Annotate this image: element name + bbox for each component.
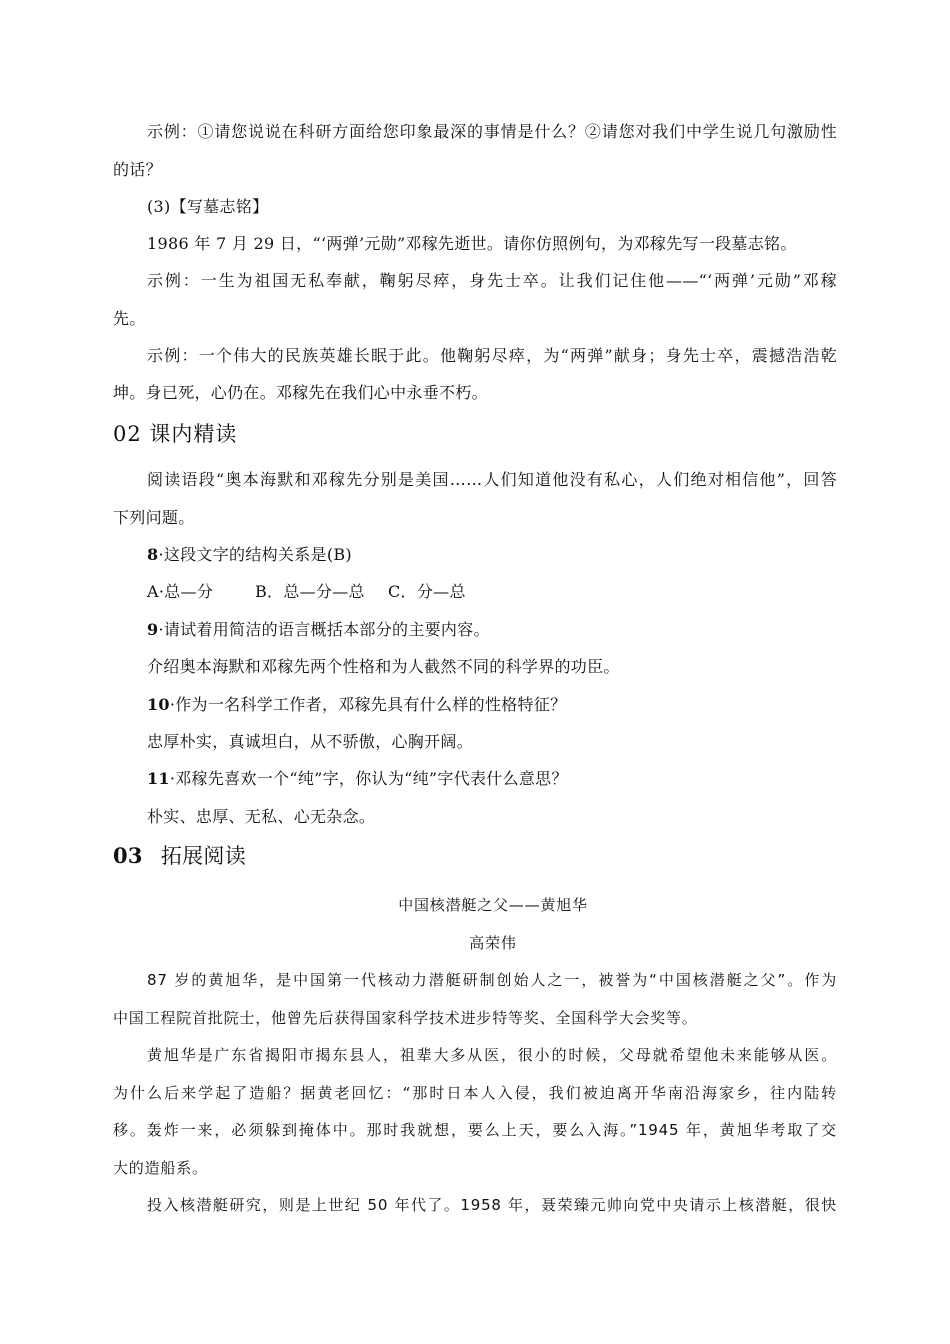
question-8: [147, 545, 352, 565]
section-02-intro-line-2: 下列问题。: [113, 508, 195, 527]
option-c: C．分—总: [388, 582, 466, 601]
question-11-answer: 朴实、忠厚、无私、心无杂念。: [147, 807, 376, 826]
example-2-line-1: 示例：一生为祖国无私奉献，鞠躬尽瘁，身先士卒。让我们记住他——“‘两弹’元勋”邓稼: [147, 271, 837, 290]
question-9-text: ·请试着用简洁的语言概括本部分的主要内容。: [158, 620, 490, 639]
section-03-heading: [113, 843, 246, 869]
question-9-number: 9: [147, 620, 159, 639]
option-a: A·总—分: [147, 582, 214, 601]
section-02-heading: 02 课内精读: [113, 422, 238, 446]
question-9-answer: 介绍奥本海默和邓稼先两个性格和为人截然不同的科学界的功臣。: [147, 657, 620, 676]
question-10: [147, 695, 566, 715]
question-11: [147, 769, 568, 789]
example-2-line-2: 先。: [113, 309, 146, 328]
question-11-text: ·邓稼先喜欢一个“纯”字，你认为“纯”字代表什么意思？: [169, 769, 568, 788]
example-1-line-2: 的话？: [113, 160, 162, 179]
question-11-number: 11: [147, 769, 170, 788]
subquestion-3-label: (3)【写墓志铭】: [147, 197, 269, 216]
question-9: [147, 620, 490, 640]
question-8-text: ·这段文字的结构关系是(B): [158, 545, 352, 564]
section-03-title: 拓展阅读: [160, 844, 247, 868]
paragraph-1-line-2: 中国工程院首批院士，他曾先后获得国家科学技术进步特等奖、全国科学大会奖等。: [113, 1009, 698, 1027]
section-02-intro-line-1: 阅读语段“奥本海默和邓稼先分别是美国……人们知道他没有私心，人们绝对相信他”，回答: [147, 470, 837, 489]
question-10-number: 10: [147, 695, 170, 714]
article-author: 高荣伟: [469, 934, 517, 952]
question-8-number: 8: [147, 545, 159, 564]
paragraph-2-line-1: 黄旭华是广东省揭阳市揭东县人，祖辈大多从医，很小的时候，父母就希望他未来能够从医。: [147, 1046, 837, 1064]
paragraph-2-line-3: 移。轰炸一来，必须躲到掩体中。那时我就想，要么上天，要么入海。”1945 年，黄旭华考取了交: [113, 1121, 837, 1139]
section-03-number: 03: [113, 843, 143, 868]
example-1-line-1: 示例：①请您说说在科研方面给您印象最深的事情是什么？②请您对我们中学生说几句激励性: [147, 122, 837, 141]
subquestion-3-intro: 1986 年 7 月 29 日，“‘两弹’元勋”邓稼先逝世。请你仿照例句，为邓稼先写一段墓志铭。: [147, 234, 797, 253]
paragraph-2-line-4: 大的造船系。: [113, 1159, 208, 1177]
paragraph-3-line-1: 投入核潜艇研究，则是上世纪 50 年代了。1958 年，聂荣臻元帅向党中央请示上核潜艇，很快: [147, 1196, 837, 1214]
option-b: B．总—分—总: [255, 582, 365, 601]
example-3-line-1: 示例：一个伟大的民族英雄长眠于此。他鞠躬尽瘁，为“两弹”献身；身先士卒，震撼浩浩乾: [147, 346, 837, 365]
question-10-answer: 忠厚朴实，真诚坦白，从不骄傲，心胸开阔。: [147, 732, 474, 751]
example-3-line-2: 坤。身已死，心仍在。邓稼先在我们心中永垂不朽。: [113, 383, 488, 402]
article-title: 中国核潜艇之父——黄旭华: [398, 896, 588, 914]
paragraph-2-line-2: 为什么后来学起了造船？据黄老回忆：“那时日本人入侵，我们被迫离开华南沿海家乡，往内陆转: [113, 1084, 837, 1102]
question-8-options: [147, 582, 466, 602]
question-10-text: ·作为一名科学工作者，邓稼先具有什么样的性格特征？: [169, 695, 567, 714]
paragraph-1-line-1: 87 岁的黄旭华，是中国第一代核动力潜艇研制创始人之一，被誉为“中国核潜艇之父”。作为: [147, 971, 837, 989]
